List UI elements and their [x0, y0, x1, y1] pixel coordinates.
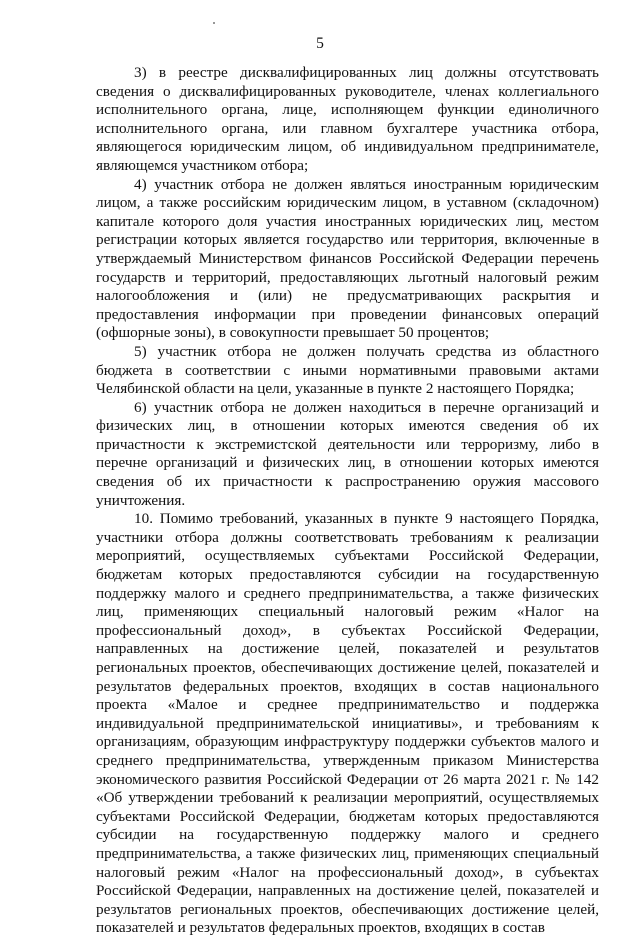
- page-number: 5: [316, 35, 324, 52]
- scan-speck: [213, 22, 215, 24]
- document-body: [96, 64, 599, 938]
- paragraph-item-4: 4) участник отбора не должен являться иностранным юридическим лицом, а также российским юридическим лицом, в уставном (складочном) капитале которого доля участия иностранных юридических лиц, местом регистрации которых является государство или территория, включенные в утверждаемый Министерством финансов Российской Федерации перечень государств и территорий, предоставляющих льготный налоговый режим налогообложения и (или) не предусматривающих раскрытия и предоставления информации при проведении финансовых операций (офшорные зоны), в совокупности превышает 50 процентов;: [96, 175, 599, 342]
- paragraph-item-3: 3) в реестре дисквалифицированных лиц должны отсутствовать сведения о дисквалифицированных руководителе, членах коллегиального исполнительного органа, лице, исполняющем функции единоличного исполнительного органа, или главном бухгалтере участника отбора, являющегося юридическим лицом, об индивидуальном предпринимателе, являющемся участником отбора;: [96, 64, 599, 174]
- paragraph-item-5: 5) участник отбора не должен получать средства из областного бюджета в соответствии с иными нормативными правовыми актами Челябинской области на цели, указанные в пункте 2 настоящего Порядка;: [96, 342, 599, 398]
- paragraph-item-6: 6) участник отбора не должен находиться в перечне организаций и физических лиц, в отношении которых имеются сведения об их причастности к экстремистской деятельности или терроризму, либо в перечне организаций и физических лиц, в отношении которых имеются сведения об их причастности к распространению оружия массового уничтожения.: [96, 398, 599, 509]
- paragraph-clause-10: 10. Помимо требований, указанных в пункте 9 настоящего Порядка, участники отбора должны соответствовать требованиям к реализации мероприятий, осуществляемых субъектами Российской Федерации, бюджетам которых предоставляются субсидии на государственную поддержку малого и среднего предпринимательства, а также физических лиц, применяющих специальный налоговый режим «Налог на профессиональный доход», в субъектах Российской Федерации, направленных на достижение целей, показателей и результатов региональных проектов, обеспечивающих достижение целей, показателей и результатов федеральных проектов, входящих в состав национального проекта «Малое и среднее предпринимательство и поддержка индивидуальной предпринимательской инициативы», и требованиям к организациям, образующим инфраструктуру поддержки субъектов малого и среднего предпринимательства, утвержденным приказом Министерства экономического развития Российской Федерации от 26 марта 2021 г. № 142 «Об утверждении требований к реализации мероприятий, осуществляемых субъектами Российской Федерации, бюджетам которых предоставляются субсидии на государственную поддержку малого и среднего предпринимательства, а также физических лиц, применяющих специальный налоговый режим «Налог на профессиональный доход», в субъектах Российской Федерации, направленных на достижение целей, показателей и результатов региональных проектов, обеспечивающих достижение целей, показателей и результатов федеральных проектов, входящих в состав: [96, 510, 599, 937]
